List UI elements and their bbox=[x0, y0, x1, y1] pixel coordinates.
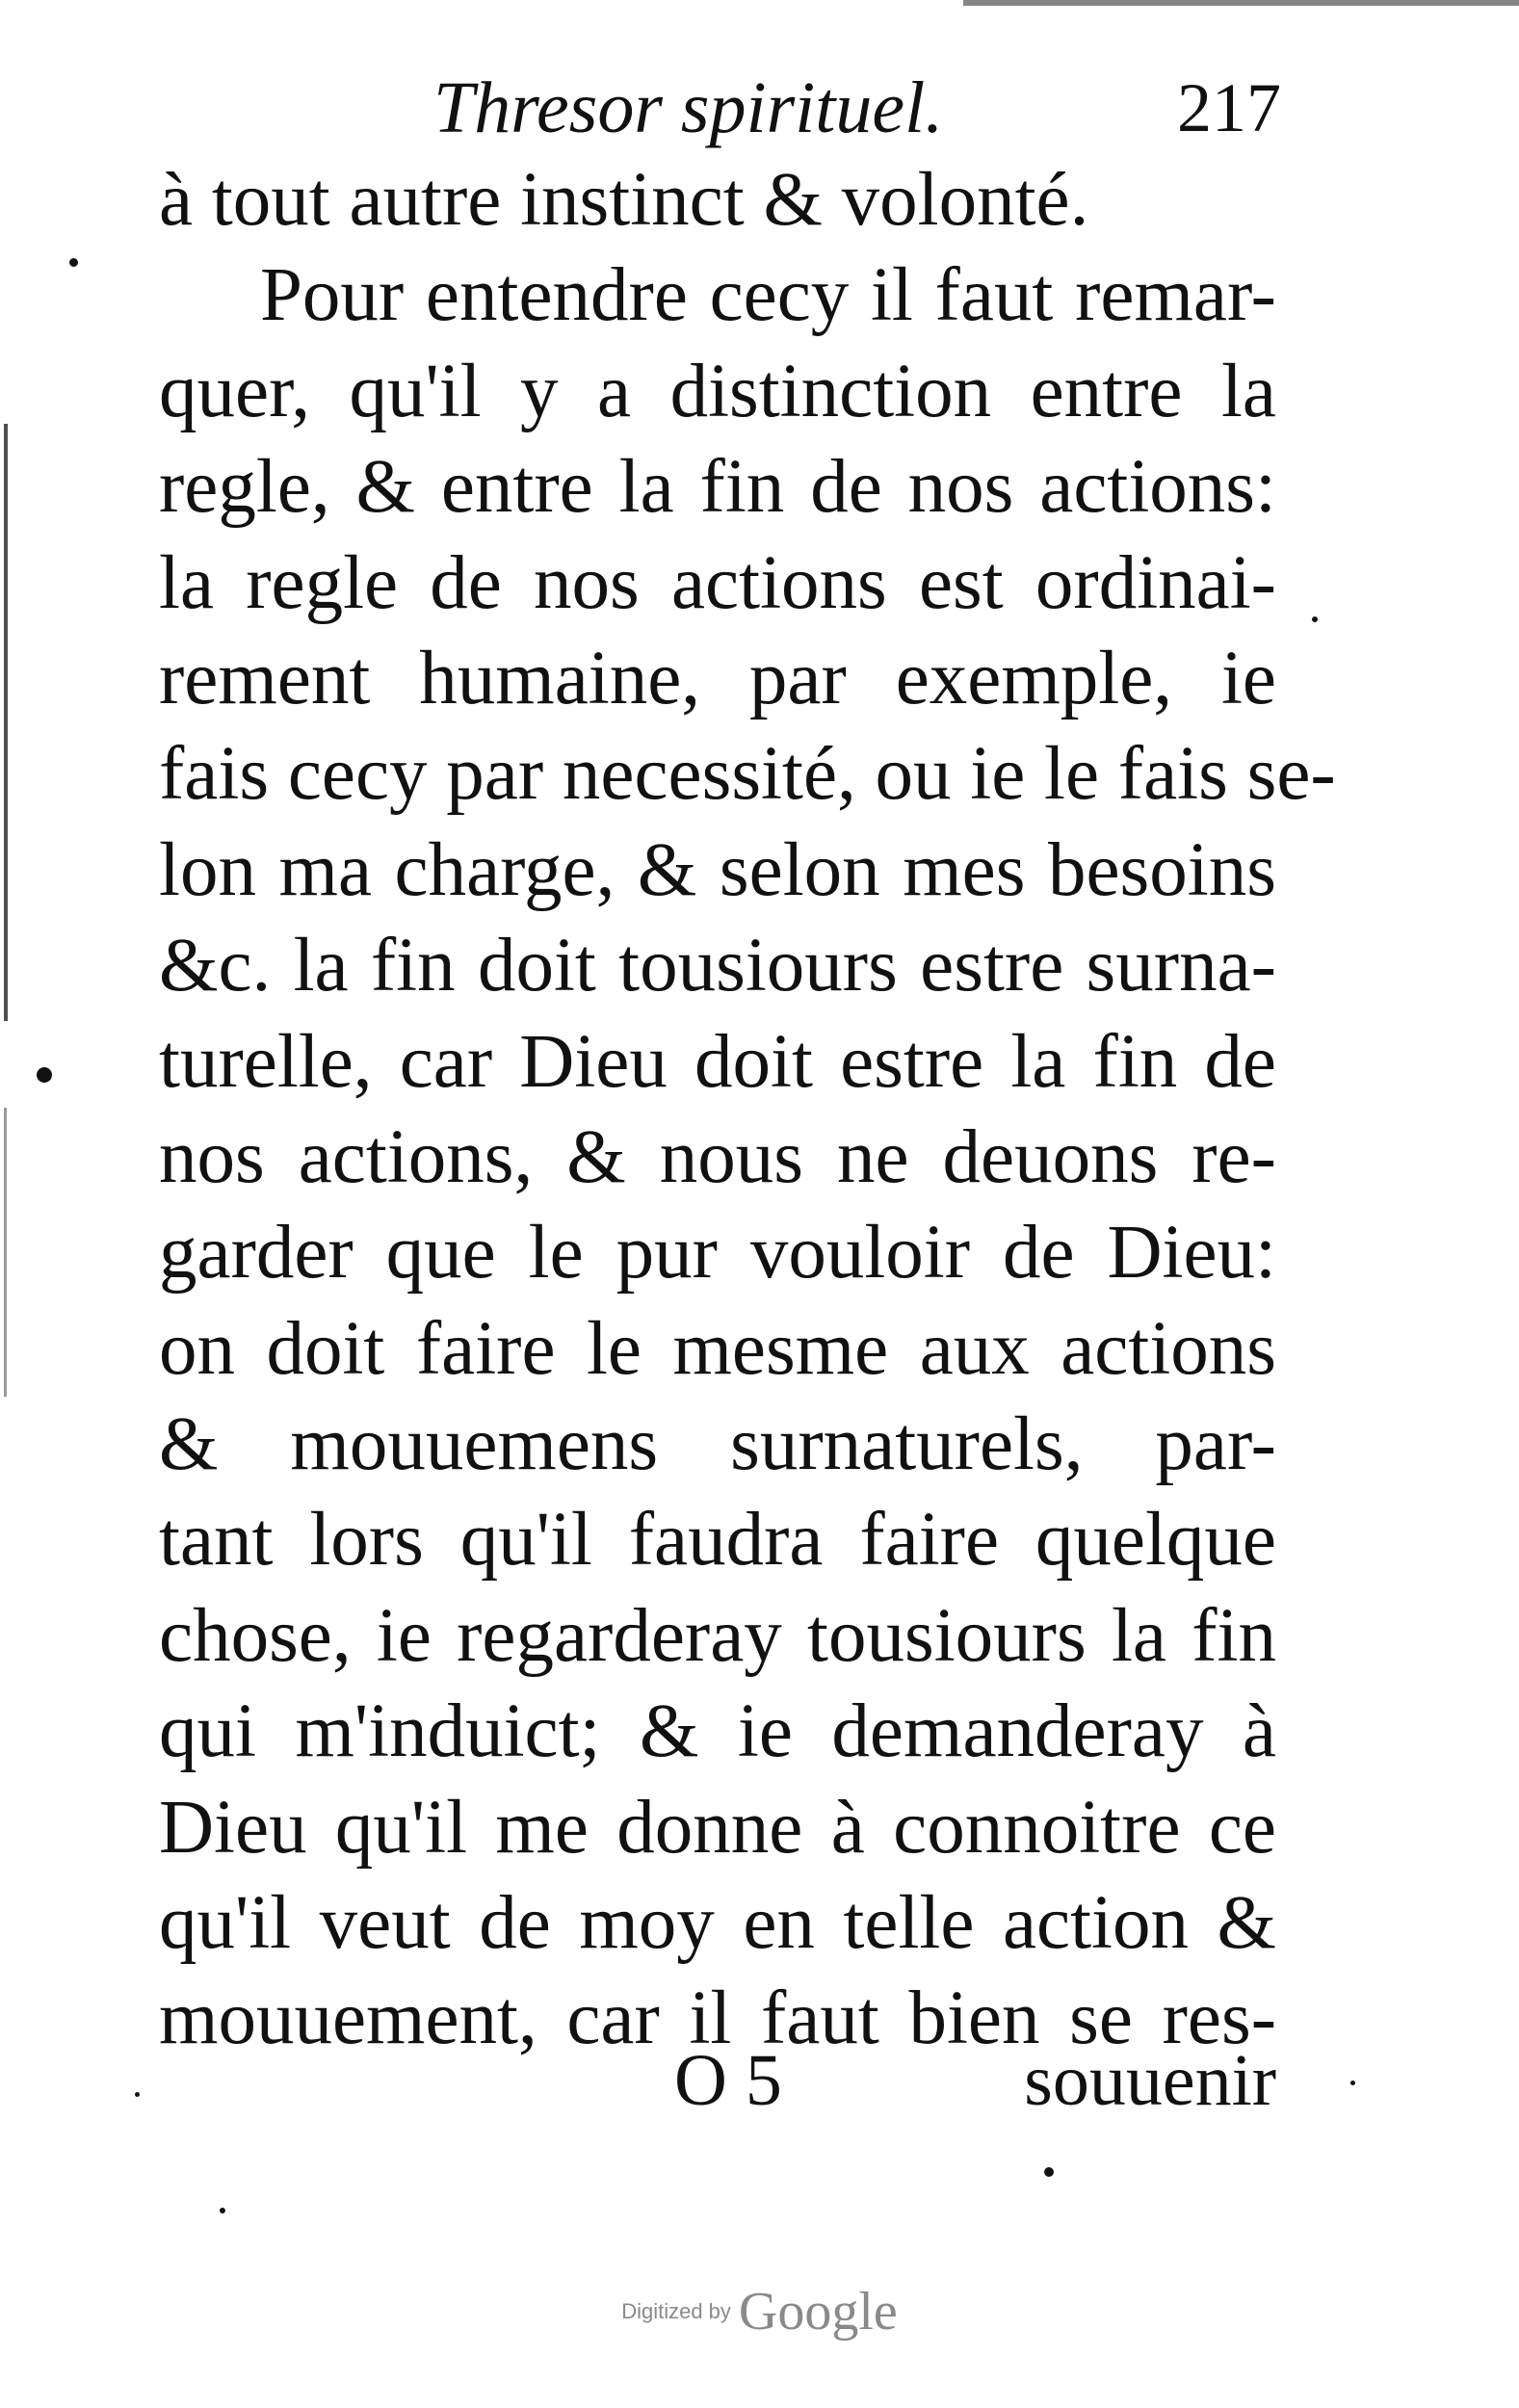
text-line-19: qu'il veut de moy en telle action & bbox=[159, 1881, 1276, 1966]
ink-speck bbox=[1044, 2167, 1054, 2177]
text-line-14: & mouuemens surnaturels, par- bbox=[159, 1402, 1276, 1487]
text-line-6: rement humaine, par exemple, ie bbox=[159, 636, 1276, 720]
body-text bbox=[159, 152, 1336, 2067]
digitization-footer bbox=[0, 2281, 1519, 2348]
text-line-16: chose, ie regarderay tousiours la fin bbox=[159, 1593, 1276, 1678]
text-line-2: Pour entendre cecy il faut remar- bbox=[260, 253, 1276, 338]
google-logo: Google bbox=[738, 2282, 898, 2342]
scan-edge-rule bbox=[963, 0, 1519, 6]
catchword: souuenir bbox=[1024, 2040, 1276, 2121]
text-line-15: tant lors qu'il faudra faire quelque bbox=[159, 1498, 1276, 1583]
text-line-8: lon ma charge, & selon mes besoins bbox=[159, 827, 1276, 912]
page-number: 217 bbox=[1177, 69, 1281, 146]
digitized-watermark bbox=[621, 2281, 898, 2343]
text-line-13: on doit faire le mesme aux actions bbox=[159, 1306, 1276, 1391]
running-title: Thresor spirituel. bbox=[433, 67, 944, 148]
ink-speck bbox=[1312, 616, 1318, 622]
ink-speck bbox=[135, 2092, 140, 2097]
running-head bbox=[433, 60, 1281, 156]
scan-left-edge bbox=[4, 424, 8, 1021]
text-line-11: nos actions, & nous ne deuons re- bbox=[159, 1114, 1276, 1199]
text-line-4: regle, & entre la fin de nos actions: bbox=[159, 445, 1276, 530]
ink-speck bbox=[220, 2208, 225, 2213]
catchline bbox=[159, 2032, 1276, 2129]
text-line-3: quer, qu'il y a distinction entre la bbox=[159, 349, 1276, 433]
text-line-7: fais cecy par necessité, ou ie le fais se- bbox=[159, 732, 1336, 817]
ink-speck bbox=[69, 258, 78, 267]
text-line-12: garder que le pur vouloir de Dieu: bbox=[159, 1211, 1276, 1296]
ink-speck bbox=[1350, 2081, 1355, 2085]
text-line-20: mouuement, car il faut bien se res- bbox=[159, 1976, 1276, 2061]
text-line-5: la regle de nos actions est ordinai- bbox=[159, 540, 1276, 625]
scan-left-edge-lower bbox=[4, 1108, 7, 1397]
text-line-10: turelle, car Dieu doit estre la fin de bbox=[159, 1019, 1276, 1104]
text-line-17: qui m'induict; & ie demanderay à bbox=[159, 1689, 1276, 1774]
text-line-9: &c. la fin doit tousiours estre surna- bbox=[159, 924, 1276, 1008]
text-line-18: Dieu qu'il me donne à connoitre ce bbox=[159, 1785, 1276, 1870]
text-line-1: à tout autre instinct & volonté. bbox=[159, 158, 1089, 242]
digitized-label: Digitized by bbox=[621, 2299, 731, 2323]
signature-mark: O 5 bbox=[674, 2040, 782, 2121]
ink-speck bbox=[37, 1067, 52, 1083]
